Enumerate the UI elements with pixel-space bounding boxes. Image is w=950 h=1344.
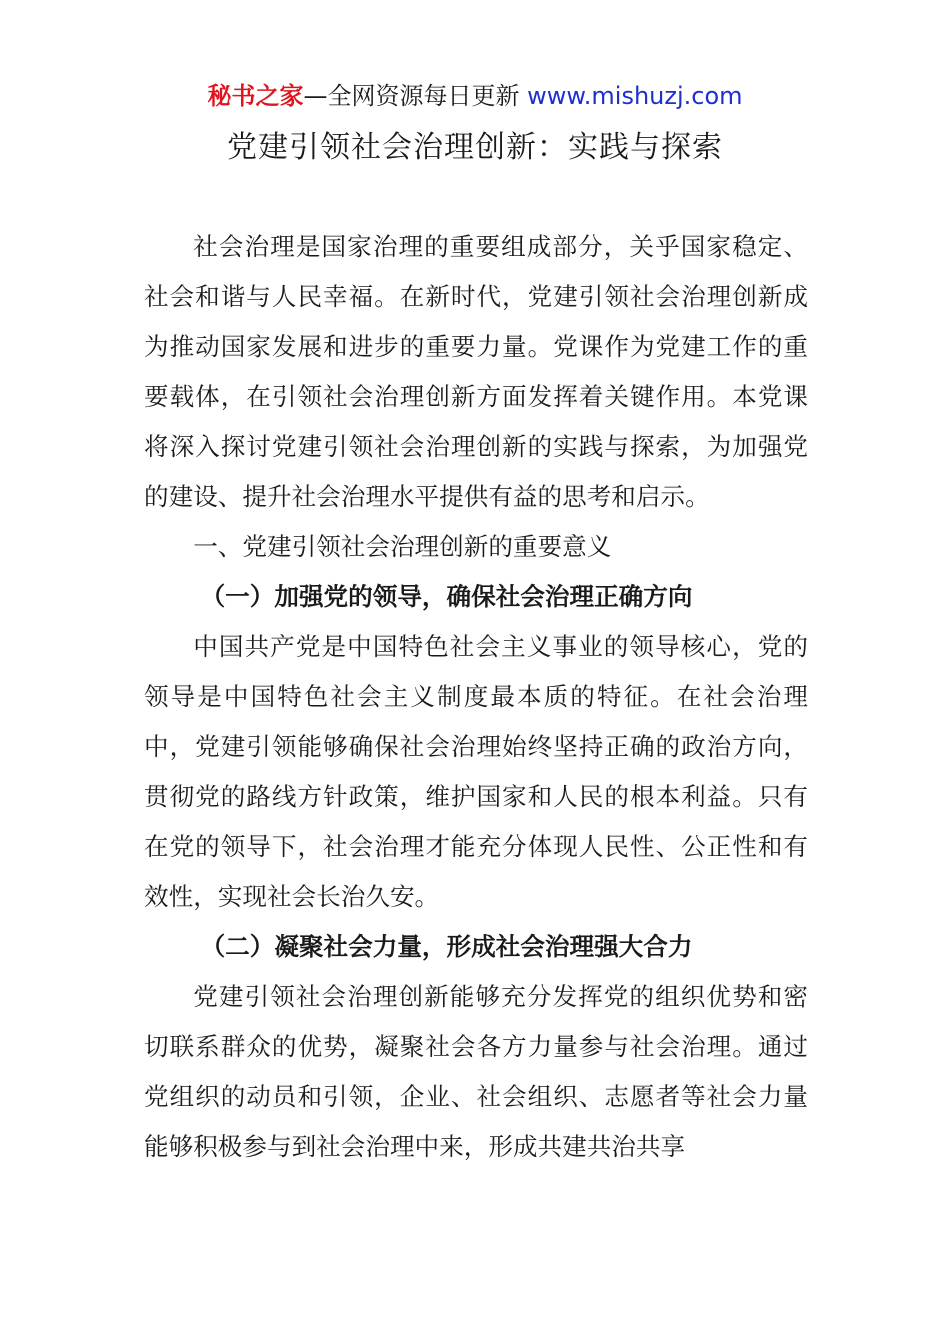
site-watermark: [0, 80, 950, 112]
subsection-heading: （一）加强党的领导，确保社会治理正确方向: [200, 582, 693, 611]
section-heading: 一、党建引领社会治理创新的重要意义: [193, 532, 612, 561]
watermark-url: www.mishuzj.com: [527, 82, 743, 110]
watermark-slogan: —全网资源每日更新: [303, 82, 528, 110]
watermark-brand: 秘书之家: [207, 82, 304, 110]
intro-paragraph: 社会治理是国家治理的重要组成部分，关乎国家稳定、社会和谐与人民幸福。在新时代，党建引领社会治理创新成为推动国家发展和进步的重要力量。党课作为党建工作的重要载体，在引领社会治理创新方面发挥着关键作用。本党课将深入探讨党建引领社会治理创新的实践与探索，为加强党的建设、提升社会治理水平提供有益的思考和启示。: [144, 232, 808, 511]
document-body: [144, 222, 808, 1172]
body-paragraph: 党建引领社会治理创新能够充分发挥党的组织优势和密切联系群众的优势，凝聚社会各方力量参与社会治理。通过党组织的动员和引领，企业、社会组织、志愿者等社会力量能够积极参与到社会治理中来，形成共建共治共享: [144, 982, 808, 1161]
subsection-heading: （二）凝聚社会力量，形成社会治理强大合力: [200, 932, 693, 961]
document-title: 党建引领社会治理创新：实践与探索: [227, 130, 723, 165]
body-paragraph: 中国共产党是中国特色社会主义事业的领导核心，党的领导是中国特色社会主义制度最本质的特征。在社会治理中，党建引领能够确保社会治理始终坚持正确的政治方向，贯彻党的路线方针政策，维护国家和人民的根本利益。只有在党的领导下，社会治理才能充分体现人民性、公正性和有效性，实现社会长治久安。: [144, 632, 808, 911]
